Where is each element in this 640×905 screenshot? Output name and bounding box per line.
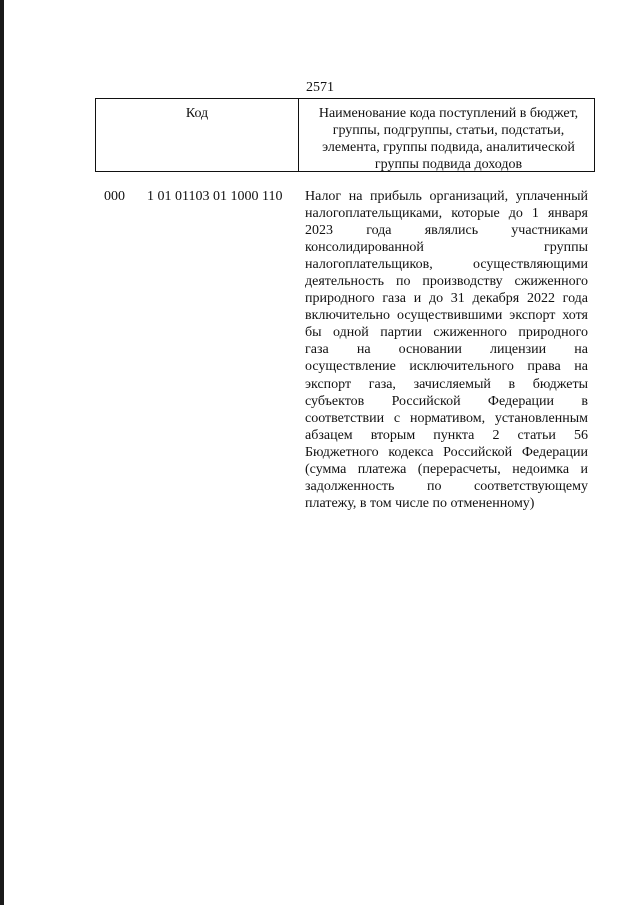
income-description [305, 188, 588, 512]
description-line: Налог на прибыль организаций, уплаченный [305, 189, 588, 204]
description-line: Бюджетного кодекса Российской Федерации [305, 444, 588, 460]
description-line: соответствии с нормативом, установленным [305, 410, 588, 426]
description-line: деятельность по производству сжиженного [305, 274, 588, 290]
admin-code: 000 [104, 189, 125, 204]
description-line: задолженность по соответствующему [305, 478, 588, 494]
description-line: осуществление исключительного права на [305, 359, 588, 375]
description-line: бы одной партии сжиженного природного [305, 325, 588, 341]
description-line: консолидированной группы [305, 240, 588, 256]
page-edge [0, 0, 4, 905]
page-number: 2571 [306, 80, 334, 95]
description-line: налогоплательщиков, осуществляющими [305, 257, 588, 273]
description-line: субъектов Российской Федерации в [305, 393, 588, 409]
description-line: природного газа и до 31 декабря 2022 года [305, 291, 588, 307]
column-divider [298, 99, 299, 171]
description-line: 2023 года являлись участниками [305, 223, 588, 239]
description-line: экспорт газа, зачисляемый в бюджеты [305, 376, 588, 392]
column-header-code: Код [185, 106, 209, 121]
column-header-name: Наименование кода поступлений в бюджет, группы, подгруппы, статьи, подстатьи, элемента, группы подвида, аналитической группы подвида доходов [318, 106, 579, 172]
description-line: газа на основании лицензии на [305, 342, 588, 358]
description-line: абзацем вторым пункта 2 статьи 56 [305, 427, 588, 443]
description-line: включительно осуществившими экспорт хотя [305, 308, 588, 324]
description-line: платежу, в том числе по отмененному) [305, 495, 535, 511]
budget-classification-code: 1 01 01103 01 1000 110 [147, 189, 283, 204]
description-line: налогоплательщиками, которые до 1 января [305, 206, 588, 222]
table-header [95, 98, 595, 172]
description-line: (сумма платежа (перерасчеты, недоимка и [305, 461, 588, 477]
